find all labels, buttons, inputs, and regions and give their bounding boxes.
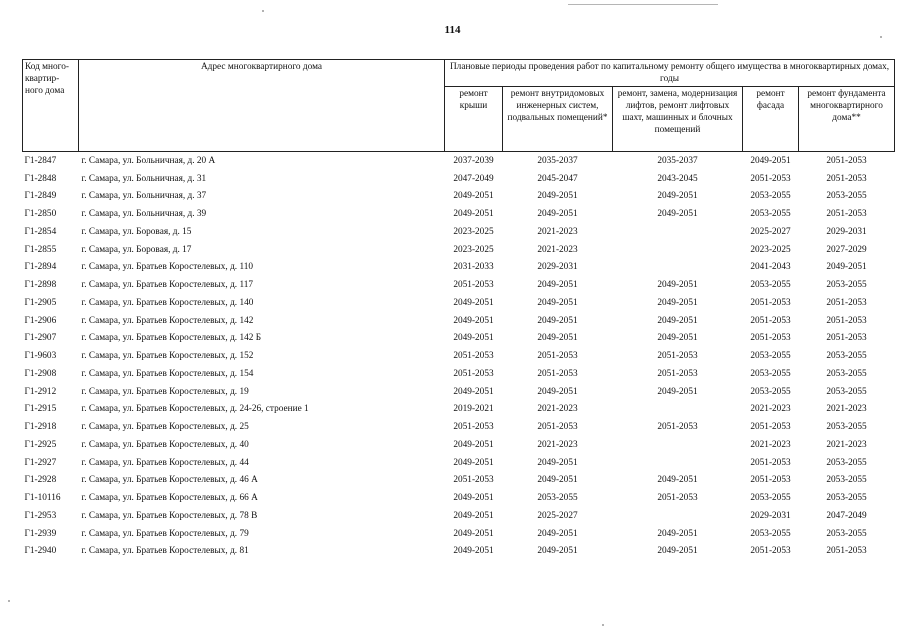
cell-engineering: 2049-2051 [537,386,578,397]
cell-foundation: 2027-2029 [826,244,867,255]
cell-lifts [613,223,743,241]
scan-artifact [568,4,718,5]
cell-foundation: 2053-2055 [826,457,867,468]
table-row [23,330,895,348]
cell-code: Г1-9603 [24,351,57,362]
cell-facade: 2041-2043 [750,262,791,273]
table-row [23,205,895,223]
cell-lifts: 2049-2051 [657,528,698,539]
cell-roof: 2051-2053 [453,368,494,379]
cell-foundation: 2029-2031 [826,226,867,237]
cell-engineering: 2049-2051 [537,475,578,486]
cell-address: г. Самара, ул. Братьев Коростелевых, д. 79 [81,528,249,539]
cell-engineering: 2049-2051 [537,209,578,220]
table-row [23,543,895,561]
table-row [23,401,895,419]
cell-code: Г1-2927 [24,457,57,468]
header-periods: Плановые периоды проведения работ по капитальному ремонту общего имущества в многоквартирных домах, годы [445,60,895,87]
cell-address: г. Самара, ул. Братьев Коростелевых, д. 66 А [81,493,258,504]
table-header [23,60,895,152]
cell-foundation: 2047-2049 [826,510,867,521]
cell-facade: 2051-2053 [750,315,791,326]
cell-engineering: 2035-2037 [537,155,578,166]
cell-engineering: 2051-2053 [537,351,578,362]
table-row [23,241,895,259]
cell-engineering: 2049-2051 [537,333,578,344]
cell-roof: 2049-2051 [453,528,494,539]
cell-code: Г1-2912 [24,386,57,397]
cell-address: г. Самара, ул. Больничная, д. 39 [81,209,207,220]
cell-roof: 2051-2053 [453,351,494,362]
cell-foundation: 2051-2053 [826,209,867,220]
cell-engineering: 2053-2055 [537,493,578,504]
cell-address: г. Самара, ул. Братьев Коростелевых, д. 44 [81,457,249,468]
table-row [23,472,895,490]
cell-code: Г1-2939 [24,528,57,539]
cell-roof: 2051-2053 [453,280,494,291]
table-row [23,418,895,436]
cell-roof: 2049-2051 [453,209,494,220]
cell-code: Г1-2905 [24,297,57,308]
header-lifts: ремонт, замена, модернизация лифтов, ремонт лифтовых шахт, машинных и блочных помещений [613,87,743,152]
cell-foundation: 2053-2055 [826,528,867,539]
cell-address: г. Самара, ул. Братьев Коростелевых, д. 46 А [81,475,258,486]
cell-facade: 2021-2023 [750,439,791,450]
cell-facade: 2053-2055 [750,209,791,220]
table-row [23,489,895,507]
cell-roof: 2049-2051 [453,297,494,308]
cell-engineering: 2021-2023 [537,226,578,237]
table-row [23,365,895,383]
cell-lifts: 2049-2051 [657,386,698,397]
cell-engineering: 2021-2023 [537,404,578,415]
cell-address: г. Самара, ул. Братьев Коростелевых, д. 81 [81,546,249,557]
cell-engineering: 2045-2047 [537,173,578,184]
cell-lifts: 2051-2053 [657,368,698,379]
cell-code: Г1-10116 [24,493,61,504]
cell-foundation: 2051-2053 [826,297,867,308]
cell-foundation: 2049-2051 [826,262,867,273]
cell-roof: 2049-2051 [453,457,494,468]
cell-address: г. Самара, ул. Братьев Коростелевых, д. 40 [81,439,249,450]
table-row [23,507,895,525]
cell-address: г. Самара, ул. Братьев Коростелевых, д. 142 [81,315,254,326]
cell-foundation: 2051-2053 [826,546,867,557]
cell-address: г. Самара, ул. Братьев Коростелевых, д. 140 [81,297,254,308]
table-row [23,294,895,312]
cell-foundation: 2053-2055 [826,368,867,379]
cell-foundation: 2053-2055 [826,493,867,504]
cell-roof: 2023-2025 [453,226,494,237]
cell-engineering: 2049-2051 [537,191,578,202]
cell-facade: 2051-2053 [750,297,791,308]
cell-engineering: 2049-2051 [537,528,578,539]
cell-engineering: 2029-2031 [537,262,578,273]
cell-engineering: 2049-2051 [537,280,578,291]
cell-engineering: 2049-2051 [537,546,578,557]
cell-address: г. Самара, ул. Братьев Коростелевых, д. 117 [81,280,254,291]
cell-foundation: 2021-2023 [826,404,867,415]
cell-code: Г1-2940 [24,546,57,557]
table-row [23,312,895,330]
cell-facade: 2021-2023 [750,404,791,415]
cell-facade: 2051-2053 [750,475,791,486]
cell-engineering: 2051-2053 [537,368,578,379]
cell-code: Г1-2918 [24,422,57,433]
cell-foundation: 2051-2053 [826,333,867,344]
cell-code: Г1-2907 [24,333,57,344]
cell-address: г. Самара, ул. Больничная, д. 20 А [81,155,216,166]
cell-roof: 2049-2051 [453,439,494,450]
table-row [23,276,895,294]
cell-address: г. Самара, ул. Больничная, д. 31 [81,173,207,184]
cell-roof: 2023-2025 [453,244,494,255]
cell-foundation: 2051-2053 [826,155,867,166]
table-row [23,436,895,454]
cell-code: Г1-2855 [24,244,57,255]
cell-facade: 2053-2055 [750,280,791,291]
cell-code: Г1-2854 [24,226,57,237]
cell-engineering: 2049-2051 [537,315,578,326]
cell-roof: 2051-2053 [453,422,494,433]
cell-address: г. Самара, ул. Братьев Коростелевых, д. 25 [81,422,249,433]
cell-facade: 2053-2055 [750,351,791,362]
cell-lifts: 2049-2051 [657,315,698,326]
cell-address: г. Самара, ул. Боровая, д. 15 [81,226,192,237]
table-row [23,259,895,277]
cell-roof: 2037-2039 [453,155,494,166]
cell-facade: 2053-2055 [750,528,791,539]
cell-foundation: 2053-2055 [826,475,867,486]
repair-schedule-table [22,59,895,560]
cell-address: г. Самара, ул. Братьев Коростелевых, д. 78 В [81,510,258,521]
cell-lifts: 2049-2051 [657,475,698,486]
cell-lifts [613,507,743,525]
cell-lifts: 2051-2053 [657,422,698,433]
cell-code: Г1-2925 [24,439,57,450]
cell-facade: 2051-2053 [750,457,791,468]
cell-roof: 2049-2051 [453,546,494,557]
cell-lifts: 2049-2051 [657,191,698,202]
cell-address: г. Самара, ул. Братьев Коростелевых, д. 24-26, строение 1 [81,404,309,415]
cell-lifts: 2051-2053 [657,351,698,362]
cell-roof: 2049-2051 [453,333,494,344]
cell-facade: 2051-2053 [750,173,791,184]
cell-address: г. Самара, ул. Братьев Коростелевых, д. 154 [81,368,254,379]
cell-lifts [613,436,743,454]
cell-facade: 2051-2053 [750,422,791,433]
cell-roof: 2049-2051 [453,386,494,397]
cell-code: Г1-2906 [24,315,57,326]
cell-code: Г1-2849 [24,191,57,202]
cell-address: г. Самара, ул. Братьев Коростелевых, д. 142 Б [81,333,262,344]
cell-lifts: 2049-2051 [657,209,698,220]
cell-engineering: 2025-2027 [537,510,578,521]
cell-lifts [613,241,743,259]
table-row [23,525,895,543]
cell-lifts [613,401,743,419]
cell-facade: 2053-2055 [750,386,791,397]
cell-roof: 2019-2021 [453,404,494,415]
cell-facade: 2053-2055 [750,191,791,202]
cell-roof: 2049-2051 [453,191,494,202]
cell-lifts [613,454,743,472]
cell-facade: 2049-2051 [750,155,791,166]
cell-facade: 2053-2055 [750,493,791,504]
cell-roof: 2049-2051 [453,315,494,326]
cell-address: г. Самара, ул. Боровая, д. 17 [81,244,192,255]
table-row [23,170,895,188]
cell-facade: 2025-2027 [750,226,791,237]
cell-code: Г1-2848 [24,173,57,184]
cell-engineering: 2049-2051 [537,297,578,308]
header-engineering: ремонт внутридомовых инженерных систем, подвальных помещений* [503,87,613,152]
cell-facade: 2051-2053 [750,333,791,344]
table-row [23,454,895,472]
table-row [23,188,895,206]
cell-roof: 2049-2051 [453,510,494,521]
cell-code: Г1-2894 [24,262,57,273]
cell-facade: 2023-2025 [750,244,791,255]
cell-engineering: 2051-2053 [537,422,578,433]
cell-address: г. Самара, ул. Братьев Коростелевых, д. 152 [81,351,254,362]
cell-engineering: 2021-2023 [537,439,578,450]
cell-lifts: 2051-2053 [657,493,698,504]
cell-roof: 2047-2049 [453,173,494,184]
scan-artifact [602,624,604,626]
cell-foundation: 2053-2055 [826,191,867,202]
header-code: Код много-квартир-ного дома [23,60,79,152]
cell-lifts: 2049-2051 [657,546,698,557]
cell-code: Г1-2928 [24,475,57,486]
cell-engineering: 2049-2051 [537,457,578,468]
table-row [23,383,895,401]
cell-address: г. Самара, ул. Братьев Коростелевых, д. 19 [81,386,249,397]
cell-foundation: 2053-2055 [826,280,867,291]
cell-address: г. Самара, ул. Братьев Коростелевых, д. 110 [81,262,254,273]
cell-foundation: 2051-2053 [826,173,867,184]
cell-foundation: 2021-2023 [826,439,867,450]
cell-facade: 2051-2053 [750,546,791,557]
cell-foundation: 2051-2053 [826,315,867,326]
cell-code: Г1-2847 [24,155,57,166]
cell-facade: 2053-2055 [750,368,791,379]
scan-artifact [8,600,10,602]
cell-lifts [613,259,743,277]
header-facade: ремонт фасада [743,87,799,152]
cell-roof: 2031-2033 [453,262,494,273]
cell-roof: 2051-2053 [453,475,494,486]
cell-code: Г1-2908 [24,368,57,379]
table-row [23,223,895,241]
scan-artifact [880,36,882,38]
cell-lifts: 2049-2051 [657,297,698,308]
cell-engineering: 2021-2023 [537,244,578,255]
cell-code: Г1-2850 [24,209,57,220]
cell-lifts: 2043-2045 [657,173,698,184]
cell-address: г. Самара, ул. Больничная, д. 37 [81,191,207,202]
scan-artifact [262,10,264,12]
header-roof: ремонт крыши [445,87,503,152]
cell-facade: 2029-2031 [750,510,791,521]
header-foundation: ремонт фундамента многоквартирного дома** [799,87,895,152]
header-address: Адрес многоквартирного дома [79,60,445,152]
cell-code: Г1-2898 [24,280,57,291]
cell-foundation: 2053-2055 [826,422,867,433]
cell-code: Г1-2953 [24,510,57,521]
cell-lifts: 2035-2037 [657,155,698,166]
cell-code: Г1-2915 [24,404,57,415]
cell-foundation: 2053-2055 [826,386,867,397]
table-row [23,347,895,365]
table-body [23,152,895,561]
cell-lifts: 2049-2051 [657,333,698,344]
page-number: 114 [444,24,461,36]
cell-roof: 2049-2051 [453,493,494,504]
cell-lifts: 2049-2051 [657,280,698,291]
cell-foundation: 2053-2055 [826,351,867,362]
table-row [23,152,895,170]
